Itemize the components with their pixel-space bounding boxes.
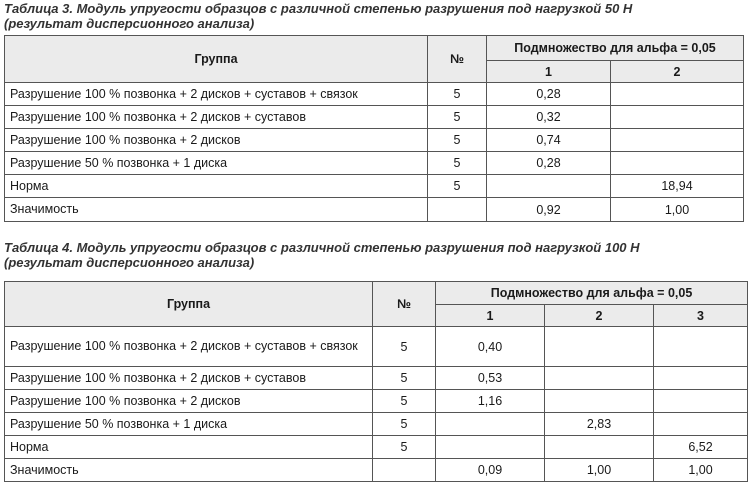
table3-header-group: Группа: [5, 36, 428, 83]
table3-row5-n: 5: [428, 175, 487, 198]
table4-row4-group: Разрушение 50 % позвонка + 1 диска: [5, 413, 373, 436]
table3-row6-group: Значимость: [5, 198, 428, 222]
table4-row6-n: [373, 459, 436, 482]
table3-row6-c1: 0,92: [487, 198, 611, 222]
table3-caption: [4, 1, 632, 31]
table-row: [5, 327, 748, 367]
table-row: [5, 83, 744, 106]
table4-row3-group: Разрушение 100 % позвонка + 2 дисков: [5, 390, 373, 413]
table-row: [5, 152, 744, 175]
table-row: [5, 459, 748, 482]
table4-row5-c3: 6,52: [654, 436, 748, 459]
table4-row1-n: 5: [373, 327, 436, 367]
table-row: [5, 436, 748, 459]
table4-row1-c3: [654, 327, 748, 367]
table3-row5-c1: [487, 175, 611, 198]
table-row: [5, 106, 744, 129]
table3-row6-n: [428, 198, 487, 222]
table4-row4-c1: [436, 413, 545, 436]
table4-header-subset-3: 3: [654, 305, 748, 327]
table3-row2-group: Разрушение 100 % позвонка + 2 дисков + суставов: [5, 106, 428, 129]
table4-caption-line2: (результат дисперсионного анализа): [4, 255, 255, 270]
table3-header-subset-2: 2: [611, 61, 744, 83]
table4-row3-c2: [545, 390, 654, 413]
table3-row2-c2: [611, 106, 744, 129]
table4-row4-n: 5: [373, 413, 436, 436]
table3-header-subset: Подмножество для альфа = 0,05: [487, 36, 744, 61]
table4-header-n: №: [373, 282, 436, 327]
table3-row4-group: Разрушение 50 % позвонка + 1 диска: [5, 152, 428, 175]
table4-row2-group: Разрушение 100 % позвонка + 2 дисков + суставов: [5, 367, 373, 390]
table4-row5-c1: [436, 436, 545, 459]
table4: [4, 281, 748, 482]
table4-row2-c2: [545, 367, 654, 390]
table3-row1-c1: 0,28: [487, 83, 611, 106]
table-row: [5, 198, 744, 222]
table3-row3-c2: [611, 129, 744, 152]
table4-row2-n: 5: [373, 367, 436, 390]
table4-row3-c3: [654, 390, 748, 413]
table3-row1-group: Разрушение 100 % позвонка + 2 дисков + суставов + связок: [5, 83, 428, 106]
table3-caption-line1: Таблица 3. Модуль упругости образцов с различной степенью разрушения под нагрузкой 50 Н: [4, 1, 633, 16]
table4-row6-c1: 0,09: [436, 459, 545, 482]
table4-row1-c2: [545, 327, 654, 367]
table3-row2-c1: 0,32: [487, 106, 611, 129]
table-row: [5, 390, 748, 413]
table4-row1-c1: 0,40: [436, 327, 545, 367]
table4-row2-c1: 0,53: [436, 367, 545, 390]
table3-header-subset-1: 1: [487, 61, 611, 83]
table4-row1-group: Разрушение 100 % позвонка + 2 дисков + суставов + связок: [5, 327, 373, 367]
table4-header-subset-1: 1: [436, 305, 545, 327]
table4-row4-c2: 2,83: [545, 413, 654, 436]
table3-row1-c2: [611, 83, 744, 106]
table4-caption: [4, 240, 640, 270]
table4-row6-c2: 1,00: [545, 459, 654, 482]
table3-row4-n: 5: [428, 152, 487, 175]
table4-row6-c3: 1,00: [654, 459, 748, 482]
table4-row4-c3: [654, 413, 748, 436]
table3-row5-c2: 18,94: [611, 175, 744, 198]
table3-row4-c2: [611, 152, 744, 175]
table-row: [5, 129, 744, 152]
table3-row1-n: 5: [428, 83, 487, 106]
table-row: [5, 175, 744, 198]
table3-row4-c1: 0,28: [487, 152, 611, 175]
table-row: [5, 413, 748, 436]
table4-header-group: Группа: [5, 282, 373, 327]
table4-caption-line1: Таблица 4. Модуль упругости образцов с различной степенью разрушения под нагрузкой 100 Н: [4, 240, 640, 255]
table4-row2-c3: [654, 367, 748, 390]
table3-row5-group: Норма: [5, 175, 428, 198]
table3-row3-n: 5: [428, 129, 487, 152]
table3-row2-n: 5: [428, 106, 487, 129]
table3: [4, 35, 744, 222]
table-row: [5, 367, 748, 390]
table3-row6-c2: 1,00: [611, 198, 744, 222]
table4-row5-group: Норма: [5, 436, 373, 459]
table4-row5-n: 5: [373, 436, 436, 459]
table3-row3-group: Разрушение 100 % позвонка + 2 дисков: [5, 129, 428, 152]
table4-header-subset-2: 2: [545, 305, 654, 327]
table4-row3-n: 5: [373, 390, 436, 413]
table3-row3-c1: 0,74: [487, 129, 611, 152]
table4-header-subset: Подмножество для альфа = 0,05: [436, 282, 748, 305]
table4-row5-c2: [545, 436, 654, 459]
table3-header-n: №: [428, 36, 487, 83]
table3-caption-line2: (результат дисперсионного анализа): [4, 16, 255, 31]
table4-row6-group: Значимость: [5, 459, 373, 482]
table4-row3-c1: 1,16: [436, 390, 545, 413]
